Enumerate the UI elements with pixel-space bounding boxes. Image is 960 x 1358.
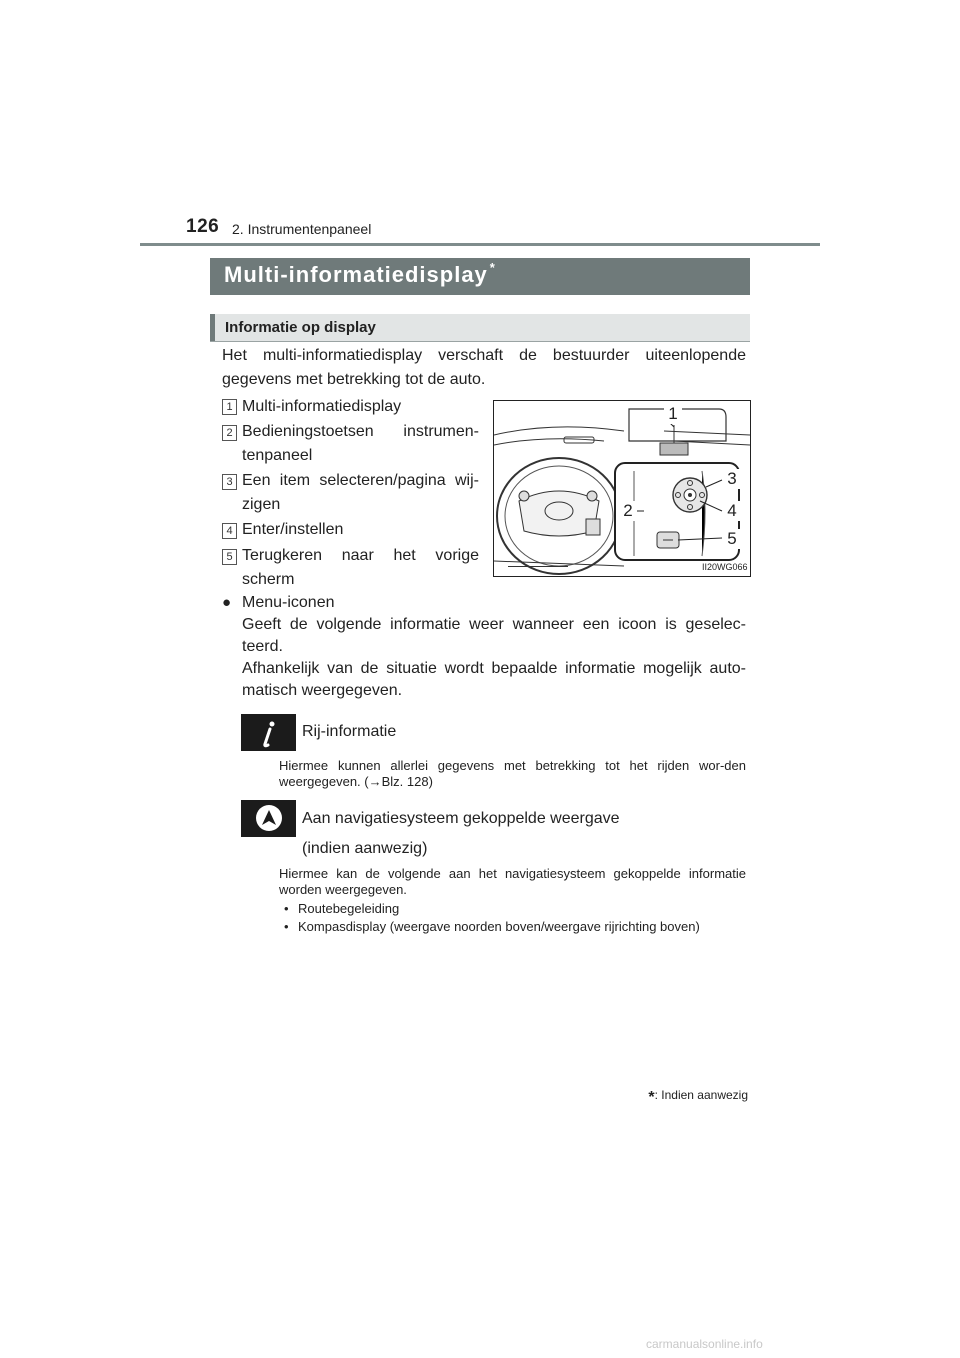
item-text-2: Bedieningstoetsen instrumen- tenpaneel: [242, 423, 479, 464]
bullet-icon: ●: [222, 594, 232, 611]
item-number-5: 5: [222, 549, 237, 565]
page-number: 126: [186, 216, 220, 237]
section-title: [224, 262, 496, 288]
footnote: [630, 1086, 748, 1104]
navigation-glyph: [241, 800, 296, 837]
callout-5: 5: [723, 529, 741, 549]
icon-desc-driving-info: Hiermee kunnen allerlei gegevens met betrekking tot het rijden wor-den weergegeven. (→Blz. 128): [279, 758, 746, 789]
section-title-text: Multi-informatiedisplay: [224, 262, 488, 287]
callout-4: 4: [723, 501, 741, 521]
intro-paragraph: Het multi-informatiedisplay verschaft de bestuurder uiteenlopende gegevens met betrekking tot de auto.: [222, 347, 746, 388]
subsection-bar: [210, 314, 750, 342]
info-i-icon: [241, 714, 296, 751]
steering-wheel-figure: [493, 400, 751, 577]
menu-paragraph-2: Afhankelijk van de situatie wordt bepaalde informatie mogelijk auto-matisch weergegeven.: [242, 660, 746, 699]
title-asterisk: *: [489, 260, 496, 275]
item-text-4: Enter/instellen: [242, 521, 344, 538]
icon-label-navigation-note: (indien aanwezig): [302, 840, 428, 857]
header-divider: [140, 243, 820, 246]
list-item-compass: Kompasdisplay (weergave noorden boven/weergave rijrichting boven): [298, 919, 700, 934]
menu-description: [242, 614, 746, 702]
icon-desc-navigation: Hiermee kan de volgende aan het navigatiesysteem gekoppelde informatie worden weergegeven.: [279, 866, 746, 897]
callout-2: 2: [619, 501, 637, 521]
item-text-1: Multi-informatiedisplay: [242, 398, 402, 415]
subsection-title: Informatie op display: [225, 319, 376, 336]
icon-label-driving-info: Rij-informatie: [302, 723, 397, 740]
subsection-accent: [210, 314, 215, 341]
menu-title: Menu-iconen: [242, 594, 335, 611]
menu-paragraph-1: Geeft de volgende informatie weer wanneer een icoon is geselec-teerd.: [242, 616, 746, 655]
list-item-route: Routebegeleiding: [298, 901, 400, 916]
figure-code: II20WG066: [702, 562, 748, 572]
list-bullet-1: •: [284, 901, 289, 916]
icon-label-navigation: Aan navigatiesysteem gekoppelde weergave: [302, 810, 620, 827]
item-number-3: 3: [222, 474, 237, 490]
footnote-text: : Indien aanwezig: [654, 1088, 748, 1102]
item-text-3: Een item selecteren/pagina wij- zigen: [242, 472, 479, 513]
navigation-arrow-icon: [241, 800, 296, 837]
steering-wheel-illustration: [494, 401, 750, 576]
item-number-4: 4: [222, 523, 237, 539]
callout-1: 1: [664, 404, 682, 424]
item-number-1: 1: [222, 399, 237, 415]
list-bullet-2: •: [284, 919, 289, 934]
chapter-title: 2. Instrumentenpaneel: [232, 221, 372, 237]
info-i-glyph: [241, 714, 296, 751]
item-number-2: 2: [222, 425, 237, 441]
item-text-5: Terugkeren naar het vorige scherm: [242, 547, 479, 588]
section-title-bar: [210, 258, 750, 295]
callout-3: 3: [723, 469, 741, 489]
footnote-asterisk: *: [648, 1089, 655, 1106]
watermark: carmanualsonline.info: [646, 1337, 763, 1351]
